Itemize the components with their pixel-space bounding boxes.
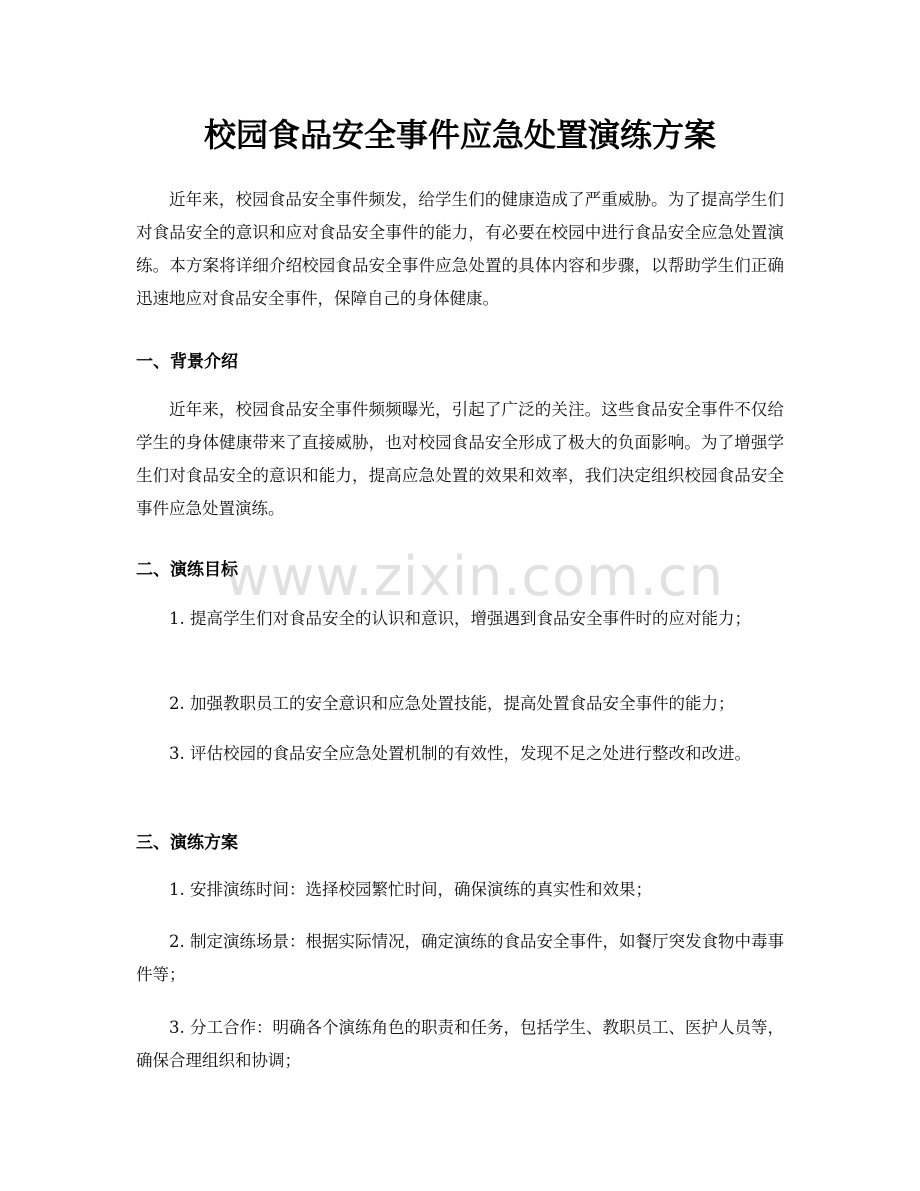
section-heading-plan: 三、演练方案 bbox=[136, 833, 238, 853]
background-paragraph: 近年来，校园食品安全事件频频曝光，引起了广泛的关注。这些食品安全事件不仅给学生的身体健康带来了直接威胁，也对校园食品安全形成了极大的负面影响。为了增强学生们对食品安全的意识和能力，提高应急处置的效果和效率，我们决定组织校园食品安全事件应急处置演练。 bbox=[136, 400, 784, 518]
plan-item-2: 2. 制定演练场景：根据实际情况，确定演练的食品安全事件，如餐厅突发食物中毒事件等； bbox=[136, 932, 784, 984]
plan-item-1: 1. 安排演练时间：选择校园繁忙时间，确保演练的真实性和效果； bbox=[169, 880, 652, 899]
section-heading-goals: 二、演练目标 bbox=[136, 560, 238, 580]
section-heading-background: 一、背景介绍 bbox=[136, 352, 238, 372]
plan-item-3: 3. 分工合作：明确各个演练角色的职责和任务，包括学生、教职员工、医护人员等，确保合理组织和协调； bbox=[136, 1018, 784, 1070]
watermark-text: www.zixin.com.cn bbox=[225, 545, 724, 608]
goal-item-1: 1. 提高学生们对食品安全的认识和意识，增强遇到食品安全事件时的应对能力； bbox=[169, 609, 751, 628]
intro-paragraph: 近年来，校园食品安全事件频发，给学生们的健康造成了严重威胁。为了提高学生们对食品安全的意识和应对食品安全事件的能力，有必要在校园中进行食品安全应急处置演练。本方案将详细介绍校园食品安全事件应急处置的具体内容和步骤，以帮助学生们正确迅速地应对食品安全事件，保障自己的身体健康。 bbox=[136, 190, 784, 308]
goal-item-3: 3. 评估校园的食品安全应急处置机制的有效性，发现不足之处进行整改和改进。 bbox=[169, 744, 751, 763]
document-title: 校园食品安全事件应急处置演练方案 bbox=[203, 116, 716, 154]
goal-item-2: 2. 加强教职员工的安全意识和应急处置技能，提高处置食品安全事件的能力； bbox=[169, 694, 735, 713]
